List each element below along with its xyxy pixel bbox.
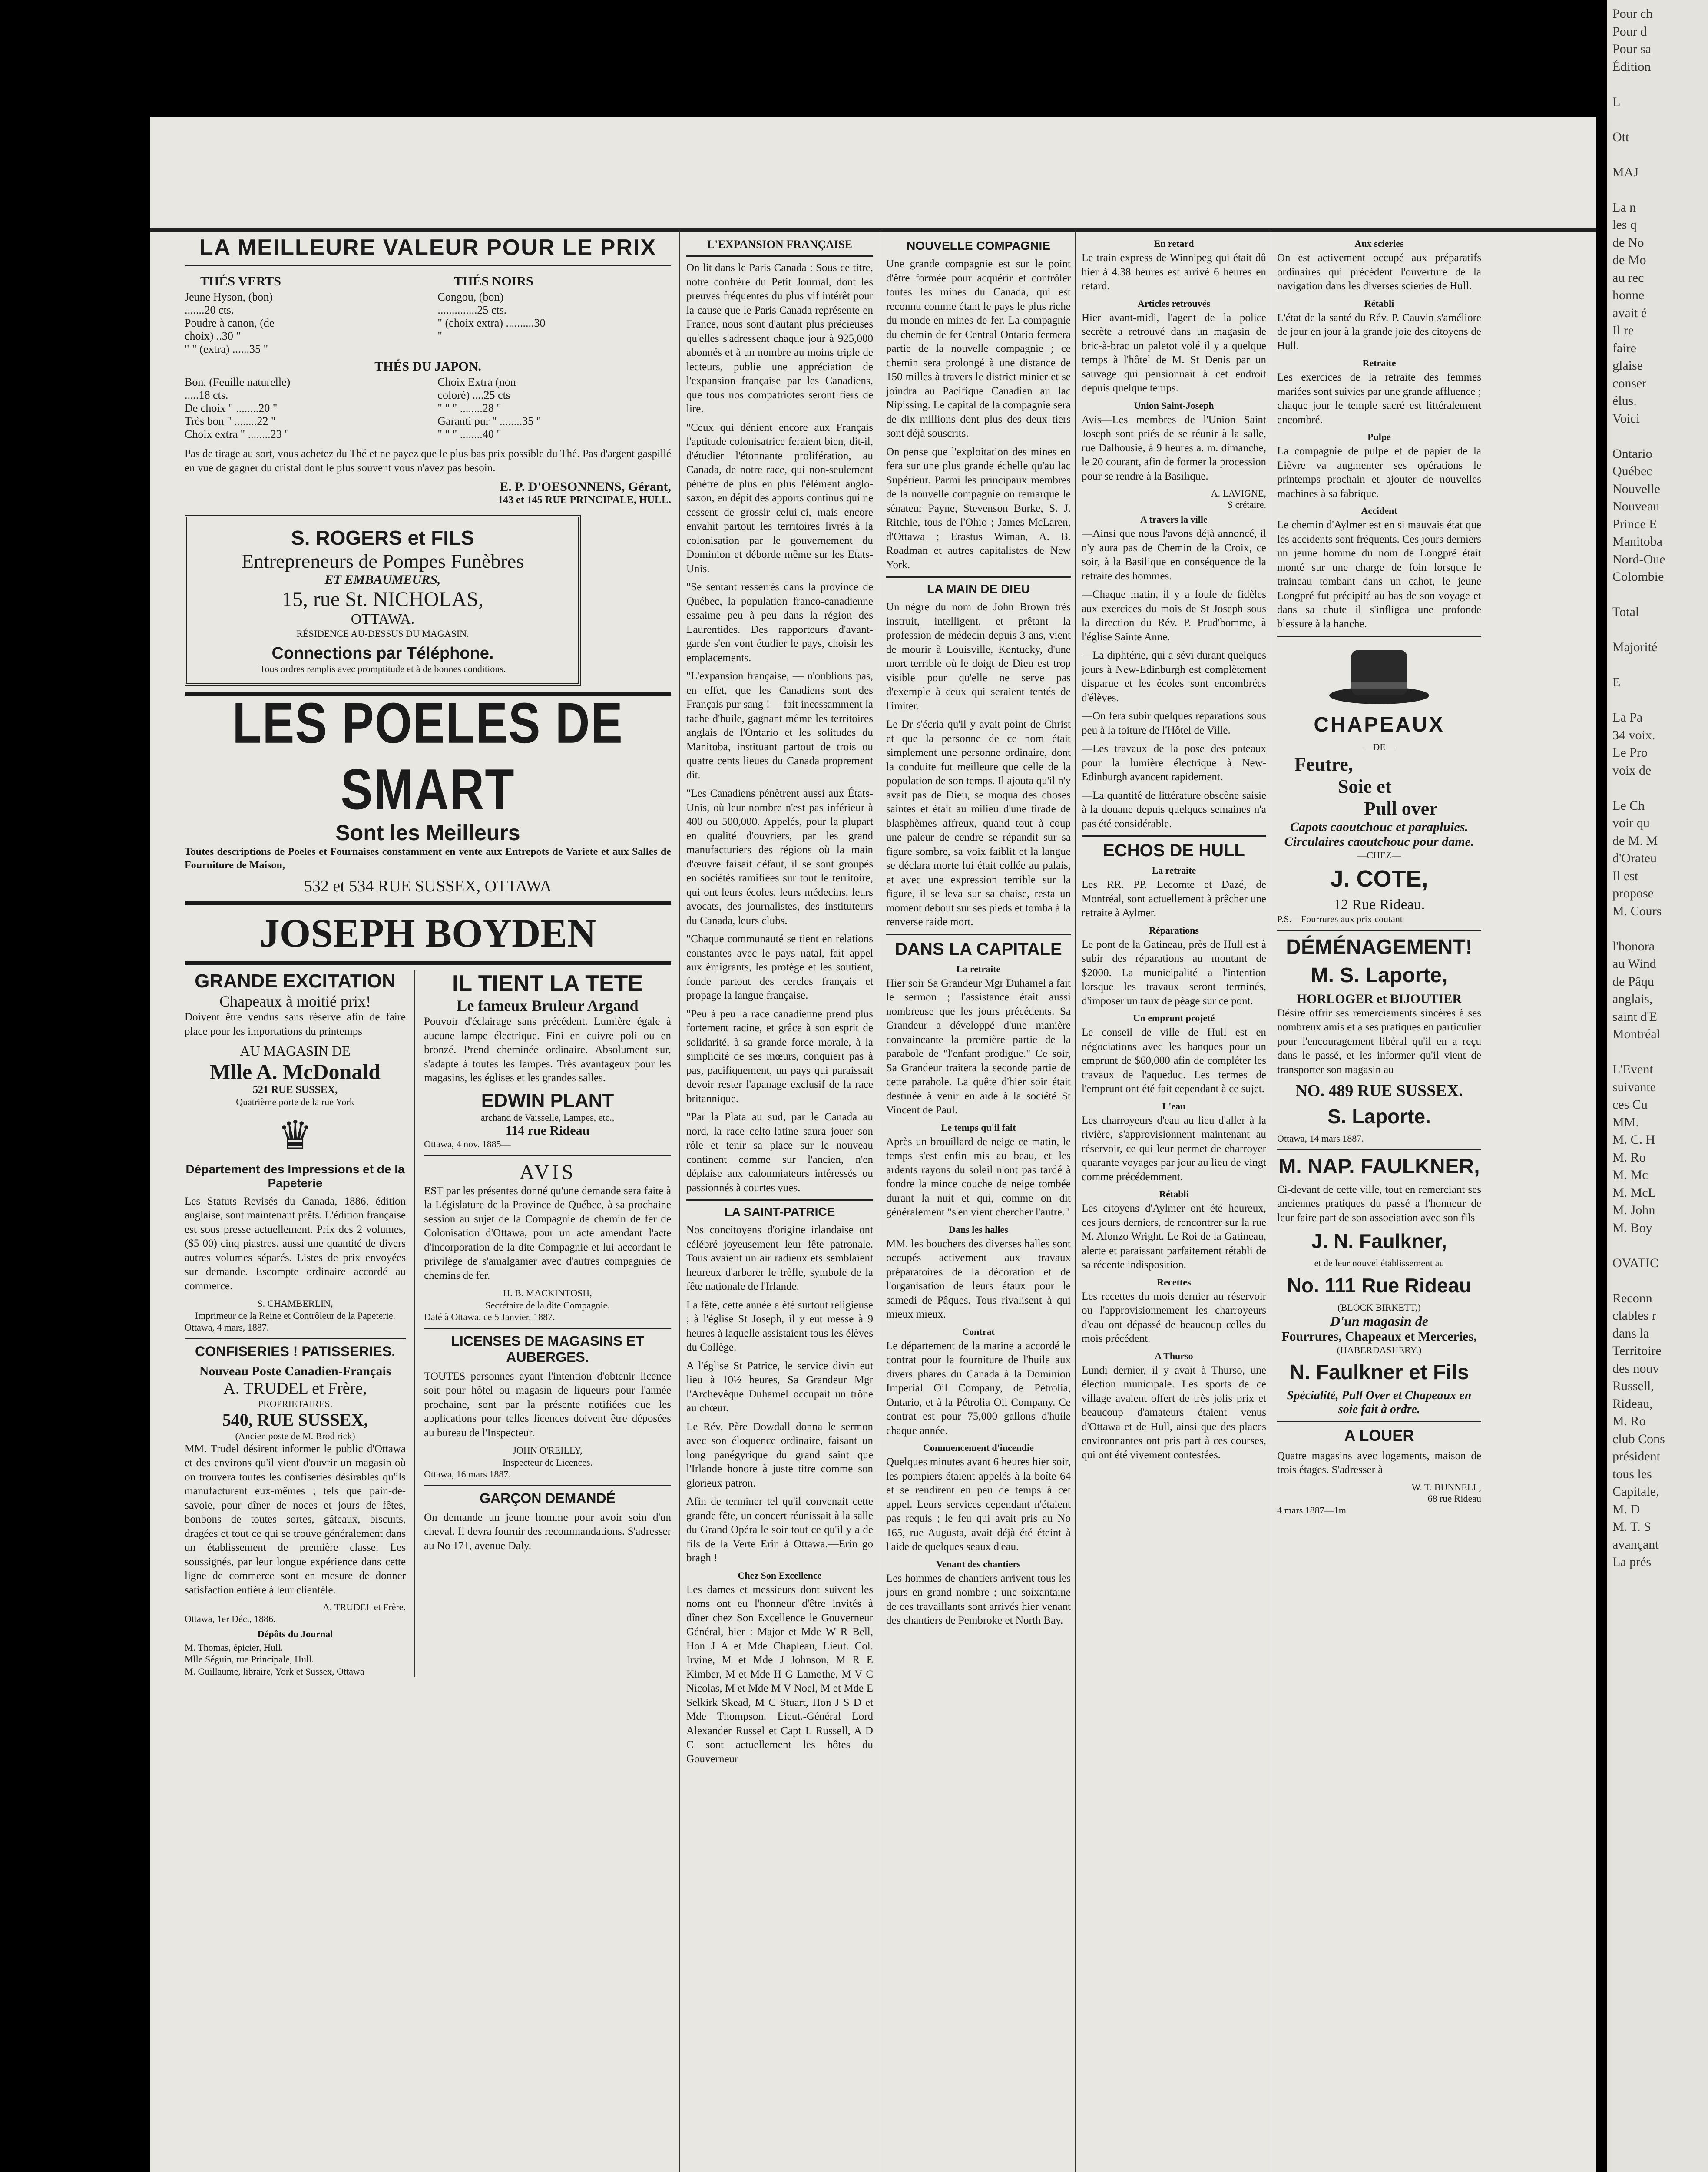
article-paragraph: On est activement occupé aux préparatifs ordinaires qui précèdent l'ouverture de la navigation dans les diverses scieries de Hull. xyxy=(1277,252,1481,292)
thurso-title: A Thurso xyxy=(1155,1350,1193,1361)
article-paragraph: —La quantité de littérature obscène saisie à la douane depuis quelques semaines n'a pas été considérable. xyxy=(1082,789,1266,830)
louer-title: A LOUER xyxy=(1344,1426,1414,1444)
faulkner-specialite: Spécialité, Pull Over et Chapeaux en soie fait à ordre. xyxy=(1287,1388,1472,1416)
eau-title: L'eau xyxy=(1162,1100,1186,1112)
retabli-title: Rétabli xyxy=(1364,298,1394,309)
column-right xyxy=(1277,235,1481,2172)
licenses-signature-title: Inspecteur de Licences. xyxy=(503,1457,593,1468)
capots: Capots caoutchouc et parapluies. xyxy=(1290,819,1469,834)
article-paragraph: Afin de terminer tel qu'il convenait cette grande fête, un concert réunissait à la salle du Grand Opéra le soir tout ce qu'il y a de fils de la Verte Erin à Ottawa.—Erin go bragh ! xyxy=(686,1496,873,1564)
dept-signature: S. CHAMBERLIN, xyxy=(257,1298,333,1309)
licenses-text: TOUTES personnes ayant l'intention d'obtenir licence soit pour hôtel ou magasin de liqueurs pour l'année prochaine, sont par la présente notifiées que les applications pour telles licences doivent être déposées au bureau de l'Inspecteur. xyxy=(424,1370,671,1439)
scan-background xyxy=(0,0,148,2172)
rogers-sub2: ET EMBAUMEURS, xyxy=(324,573,441,587)
rule xyxy=(1082,835,1266,837)
retraite-title: Retraite xyxy=(1362,358,1396,368)
louer-text: Quatre magasins avec logements, maison de trois étages. S'adresser à xyxy=(1277,1450,1481,1476)
japan-tea-line: " " " ........28 " xyxy=(437,402,501,414)
conf-previous: (Ancien poste de M. Brod rick) xyxy=(235,1430,355,1442)
capitale-title: DANS LA CAPITALE xyxy=(895,939,1062,959)
garcon-title: GARÇON DEMANDÉ xyxy=(480,1490,616,1506)
dept-title: Département des Impressions et de la Papeterie xyxy=(185,1162,405,1190)
chapeaux-line: Feutre, xyxy=(1294,753,1353,775)
halles-title: Dans les halles xyxy=(949,1224,1008,1235)
faulkner-address: No. 111 Rue Rideau xyxy=(1287,1274,1472,1297)
rule xyxy=(1277,930,1481,931)
conf-subtitle: Nouveau Poste Canadien-Français xyxy=(199,1364,391,1378)
faulkner-haberdashery: (HABERDASHERY.) xyxy=(1337,1344,1422,1355)
japan-tea-line: De choix " ........20 " xyxy=(185,402,278,414)
tea-address: 143 et 145 RUE PRINCIPALE, HULL. xyxy=(498,494,671,506)
avis-date: Daté à Ottawa, ce 5 Janvier, 1887. xyxy=(424,1311,555,1323)
depot-item: Mlle Séguin, rue Principale, Hull. xyxy=(185,1654,314,1665)
rule xyxy=(424,1485,671,1486)
article-paragraph: —Ainsi que nous l'avons déjà annoncé, il n'y aura pas de Chemin de la Croix, ce soir, à la Basilique en conséquence de la retraite des hommes. xyxy=(1082,528,1266,582)
mcdonald-note: Quatrième porte de la rue York xyxy=(236,1096,354,1108)
conf-text: MM. Trudel désirent informer le public d'Ottawa et des environs qu'il vient d'ouvrir un magasin où on trouvera toutes les confiseries désirables qu'ils manufacturent eux-mêmes ; tels que pain-de-savoie, pour dîner de noces et jours de fêtes, bonbons de toutes sortes, gâteaux, biscuits, dragées et tout ce qui se trouve généralement dans un établissement de première classe. Les soussignés, par leur longue expérience dans cette ligne de commerce sont en mesure de donner satisfaction entière à leur clientèle. xyxy=(185,1443,406,1596)
article-paragraph: Les citoyens d'Aylmer ont été heureux, ces jours derniers, de rencontrer sur la rue M. Alonzo Wright. Le Roi de la Gatineau, alerte et paraissant parfaitement rétabli de sa récente indisposition. xyxy=(1082,1202,1266,1271)
louer-date: 4 mars 1887—1m xyxy=(1277,1504,1346,1516)
incendie-title: Commencement d'incendie xyxy=(923,1442,1034,1453)
royal-arms-icon: ♛ xyxy=(278,1114,313,1157)
laporte-name: M. S. Laporte, xyxy=(1311,963,1448,987)
depot-item: M. Thomas, épicier, Hull. xyxy=(185,1642,283,1653)
ville-title: A travers la ville xyxy=(1140,514,1208,525)
mcdonald-address: 521 RUE SUSSEX, xyxy=(252,1084,338,1096)
article-paragraph: —On fera subir quelques réparations sous peu à la toiture de l'Hôtel de Ville. xyxy=(1082,710,1266,736)
article-paragraph: "Chaque communauté se tient en relations constantes avec le pays natal, fait appel aux émigrants, les protège et les soutient, fonde partout des cercles français et propage la langue française. xyxy=(686,933,873,1001)
article-paragraph: Le Rév. Père Dowdall donna le sermon avec son éloquence ordinaire, faisant un long panégyrique du grand saint que l'Irlande honore à juste titre comme son glorieux patron. xyxy=(686,1420,873,1489)
chapeaux-title: CHAPEAUX xyxy=(1314,713,1445,736)
rule xyxy=(1277,1149,1481,1150)
rogers-connections: Connections par Téléphone. xyxy=(271,644,494,662)
lower-ads-right xyxy=(424,970,671,1677)
depots-title: Dépôts du Journal xyxy=(257,1628,333,1639)
rule xyxy=(686,255,873,257)
article-paragraph: On lit dans le Paris Canada : Sous ce titre, notre confrère du Petit Journal, dont les preuves fréquentes du plus vif intérêt pour la cause que le Paris Canada représente en France, nous sont d'autant plus précieuses qu'elles s'adressent chaque jour à 925,000 abonnés et à un nombre au moins triple de lecteurs, publie une appréciation de l'expansion française par les Canadiens, que tous nos compatriotes seront fiers de lire. xyxy=(686,262,873,415)
rogers-city: OTTAWA. xyxy=(351,611,415,627)
japan-tea-line: Très bon " ........22 " xyxy=(185,415,276,427)
faulkner-fils: N. Faulkner et Fils xyxy=(1289,1361,1469,1384)
green-tea-title: THÉS VERTS xyxy=(200,274,281,288)
chapeaux-line: Soie et xyxy=(1338,775,1392,797)
top-rule xyxy=(150,228,1596,232)
licenses-title: LICENSES DE MAGASINS ET AUBERGES. xyxy=(451,1333,644,1365)
tete-signature-title: archand de Vaisselle, Lampes, etc., xyxy=(480,1112,615,1123)
conf-name: A. TRUDEL et Frère, xyxy=(223,1379,367,1397)
article-paragraph: Les exercices de la retraite des femmes mariées sont suivies par une grande affluence ; chaque jour le temple sacré est littéralement encombré. xyxy=(1277,371,1481,426)
retard-title: En retard xyxy=(1154,238,1194,249)
rule xyxy=(686,1199,873,1201)
black-tea-title: THÉS NOIRS xyxy=(454,274,533,288)
boyden-title: JOSEPH BOYDEN xyxy=(259,911,596,956)
article-paragraph: "L'expansion française, — n'oublions pas, en effet, que les Canadiens sont des Français pur sang !— fait incessamment la tache d'huile, gagnant même les territoires anglais de l'Ontario et les solitudes du Manitoba, instituant partout de trois ou quatre cents lieues du Canada proprement dit. xyxy=(686,670,873,781)
adjacent-page xyxy=(1607,0,1708,2172)
rogers-residence: RÉSIDENCE AU-DESSUS DU MAGASIN. xyxy=(296,628,469,639)
avis-title: AVIS xyxy=(519,1160,576,1184)
tea-price-list xyxy=(185,271,671,356)
article-paragraph: "Peu à peu la race canadienne prend plus fortement racine, et grâce à son esprit de solidarité, à sa grande force morale, à la simplicité de ses mœurs, conquiert pas à pas, pacifiquement, un pays qui paraissait devoir rester l'apanage exclusif de la race britannique. xyxy=(686,1008,873,1105)
article-paragraph: A l'église St Patrice, le service divin eut lieu à 10½ heures, Sa Grandeur Mgr l'Archevêque Duhamel occupait un trône au chœur. xyxy=(686,1360,873,1414)
dept-signature-title: Imprimeur de la Reine et Contrôleur de la Papeterie. xyxy=(195,1310,396,1321)
conf-address: 540, RUE SUSSEX, xyxy=(222,1410,368,1430)
japan-tea-line: Garanti pur " ........35 " xyxy=(437,415,541,427)
reparations-title: Réparations xyxy=(1149,924,1199,936)
contrat-title: Contrat xyxy=(962,1326,995,1337)
faulkner-magasin: D'un magasin de xyxy=(1330,1313,1428,1329)
rogers-address: 15, rue St. NICHOLAS, xyxy=(282,588,483,611)
article-paragraph: Le Dr s'écria qu'il y avait point de Christ et que la personne de ce nom était simplement une personne ordinaire, dont la conduite fut meilleure que celle de la population de son temps. Il ajouta qu'il n'y avait pas de Dieu, se moqua des choses saintes et était au milieu d'une tirade de blasphèmes affreux, quand tout à coup une paleur de cendre se répandit sur sa figure sombre, sa voix faiblit et la langue se déclara morte lui était collée au palais, et avec une expression terrible sur la figure, il se leva sur sa chaise, resta un moment debout sur ses pieds et tomba à la renverse raide mort. xyxy=(886,718,1071,928)
green-tea-line: Poudre à canon, (de choix) ..30 " xyxy=(185,317,275,342)
retabli-title: Rétabli xyxy=(1159,1189,1189,1199)
tete-signature: EDWIN PLANT xyxy=(481,1089,614,1111)
temps-title: Le temps qu'il fait xyxy=(941,1122,1016,1133)
faulkner-text: Ci-devant de cette ville, tout en remerciant ses anciennes pratiques du passé a l'honneur de leur faire part de son association avec son fils xyxy=(1277,1183,1481,1224)
column-expansion xyxy=(686,235,873,2172)
main-de-dieu-title: LA MAIN DE DIEU xyxy=(927,582,1030,596)
louer-address: 68 rue Rideau xyxy=(1427,1493,1481,1504)
licenses-signature: JOHN O'REILLY, xyxy=(513,1445,583,1456)
laporte-date: Ottawa, 14 mars 1887. xyxy=(1277,1133,1364,1144)
top-hat-icon xyxy=(1277,641,1481,709)
article-paragraph: Les charroyeurs d'eau au lieu d'aller à la rivière, s'approvisionnent maintenant au réservoir, ce qui leur permet de charroyer quarante voyages par jour au lieu de vingt comme précédemment. xyxy=(1082,1114,1266,1183)
depot-item: M. Guillaume, libraire, York et Sussex, Ottawa xyxy=(185,1665,364,1677)
scieries-title: Aux scieries xyxy=(1354,238,1404,249)
article-paragraph: "Par la Plata au sud, par le Canada au nord, la race celto-latine saura jouer son rôle et tenir sa place sur le nouveau continent comme sur l'ancien, n'en déplaise aux calomniateurs intéressés ou passionnés à courtes vues. xyxy=(686,1111,873,1194)
rule xyxy=(424,1155,671,1156)
garcon-text: On demande un jeune homme pour avoir soin d'un cheval. Il devra fournir des recommandations. S'adresser au No 171, avenue Daly. xyxy=(424,1511,671,1552)
article-paragraph: Les hommes de chantiers arrivent tous les jours en grand nombre ; une soixantaine de ces travaillants sont arrivés hier venant des chantiers de Pembroke et North Bay. xyxy=(886,1572,1071,1626)
tete-title: IL TIENT LA TETE xyxy=(452,971,643,997)
laporte-text: Désire offrir ses remerciements sincères à ses nombreux amis et à ses pratiques en particulier pour l'encouragement libéral qu'il en a reçu dans le passé, et les informer qu'il vient de transporter son magasin au xyxy=(1277,1007,1481,1076)
article-paragraph: Lundi dernier, il y avait à Thurso, une élection municipale. Les sports de ce village avaient offert de très jolis prix et beaucoup d'amateurs étaient venus d'Ottawa et de Hull, ainsi que des places environnantes ont pris part à ces courses, qui ont été vivement contestées. xyxy=(1082,1364,1266,1461)
au-magasin: AU MAGASIN DE xyxy=(240,1043,351,1059)
dept-date: Ottawa, 4 mars, 1887. xyxy=(185,1322,269,1333)
rule xyxy=(886,576,1071,578)
hull-retraite-title: La retraite xyxy=(1152,865,1196,876)
conf-prop: PROPRIETAIRES. xyxy=(258,1398,333,1409)
smart-description: Toutes descriptions de Poeles et Fournaises constamment en vente aux Entrepots de Variete et aux Salles de Fourniture de Maison, xyxy=(185,846,671,871)
article-paragraph: L'état de la santé du Rév. P. Cauvin s'améliore de jour en jour à la grande joie des citoyens de Hull. xyxy=(1277,311,1481,352)
black-tea-line: Congou, (bon) ..............25 cts. xyxy=(437,291,507,316)
article-paragraph: Quelques minutes avant 6 heures hier soir, les pompiers étaient appelés à la boîte 64 et se rendirent en peu de temps à cet appel. Leurs services cependant n'étaient pas requis ; le feu qui avait pris au No 165, rue Augusta, avait déjà été éteint à l'aide de quelques seaux d'eau. xyxy=(886,1456,1071,1553)
dept-text: Les Statuts Revisés du Canada, 1886, édition anglaise, sont maintenant prêts. L'édition française est sous presse actuellement. Prix des 2 volumes, ($5 00) cinq piastres. aussi une quantité de divers autres volumes séparés. Listes de prix envoyées sur demande. Escompte ordinaire accordé au commerce. xyxy=(185,1195,406,1292)
circulaires: Circulaires caoutchouc pour dame. xyxy=(1284,834,1474,849)
conf-date: Ottawa, 1er Déc., 1886. xyxy=(185,1613,276,1625)
cote-ps: P.S.—Fourrures aux prix coutant xyxy=(1277,914,1403,924)
rogers-ad xyxy=(185,515,581,686)
avis-text: EST par les présentes donné qu'une demande sera faite à la Législature de la Province de Québec, à sa prochaine session au sujet de la Compagnie de chemin de fer de Colonisation d'Ottawa, pour un acte amendant l'acte d'incorporation de la dite Compagnie et lui accordant le privilège de s'amalgamer avec d'autres compagnies de chemins de fer. xyxy=(424,1185,671,1281)
tea-note: Pas de tirage au sort, vous achetez du Thé et ne payez que le plus bas prix possible du Thé. Pas d'argent gaspillé en vue de gagner du cristal dont le plus souvent vous n'avez pas besoin. xyxy=(185,448,671,474)
rule xyxy=(886,934,1071,935)
recettes-title: Recettes xyxy=(1157,1276,1191,1288)
article-paragraph: Le train express de Winnipeg qui était dû hier à 4.38 heures est arrivé 6 heures en retard. xyxy=(1082,252,1266,292)
rule xyxy=(1277,1421,1481,1422)
japan-tea-list xyxy=(185,376,671,441)
green-tea-line: Jeune Hyson, (bon) .......20 cts. xyxy=(185,291,273,316)
recouvres-title: Articles retrouvés xyxy=(1137,298,1211,309)
expansion-title: L'EXPANSION FRANÇAISE xyxy=(707,238,852,251)
article-paragraph: La compagnie de pulpe et de papier de la Lièvre va augmenter ses opérations le printemps prochain et ajouter de nouvelles machines à sa fabrique. xyxy=(1277,445,1481,500)
japan-tea-line: Choix Extra (non coloré) ....25 cts xyxy=(437,376,516,401)
article-paragraph: Le chemin d'Aylmer est en si mauvais état que les accidents sont fréquents. Ces jours derniers un jeune homme du nom de Longpré était monté sur une charge de foin lorsque le traineau tombant dans un cahot, le jeune Longpré fut précipité au bas de son voyage et dans sa chute il s'infligea une profonde blessure à la hanche. xyxy=(1277,519,1481,630)
japan-tea-line: Bon, (Feuille naturelle) .....18 cts. xyxy=(185,376,291,401)
tea-headline: LA MEILLEURE VALEUR POUR LE PRIX xyxy=(199,235,657,260)
tete-address: 114 rue Rideau xyxy=(505,1123,590,1138)
article-paragraph: Les dames et messieurs dont suivent les noms ont eu l'honneur d'être invités à dîner chez Son Excellence le Gouverneur Général, hier : Major et Mde W R Bell, Hon J A et Mde Chapleau, Lieut. Col. Irvine, M et Mde J Johnson, M R E Kimber, M et Mde H G Lamothe, M V C Nicolas, M et Mde M V Noel, M et Mde E Selkirk Skead, M C Stuart, Hon J S D et Mde Thompson. Lieut.-Général Lord Alexander Russel et Capt L Russell, A D C sont actuellement les hôtes du Gouverneur xyxy=(686,1583,873,1765)
article-paragraph: Un nègre du nom de John Brown très instruit, intelligent, et prêtant la profession de médecin depuis 3 ans, vient de mourir à Louisville, Kentucky, d'une mort terrible où le doigt de Dieu est trop visible pour qu'elle ne serve pas d'exemple à ceux qui seraient tentés de l'imiter. xyxy=(886,601,1071,712)
lower-ads xyxy=(185,970,671,1677)
article-paragraph: On pense que l'exploitation des mines en fera sur une plus grande échelle qu'au lac Supérieur. Parmi les principaux membres de la nouvelle compagnie on remarque le sénateur Payne, Stevenson Burke, S. J. Ritchie, tous de l'Ohio ; James McLaren, d'Ottawa ; Erastus Wiman, A. B. Roadman et autres capitalistes de New York. xyxy=(886,446,1071,571)
chapeaux-de: —DE— xyxy=(1363,742,1395,752)
avis-signature-title: Secrétaire de la dite Compagnie. xyxy=(485,1299,610,1311)
column-divider xyxy=(679,230,680,2172)
rule xyxy=(185,961,671,965)
chapeaux-line: Pull over xyxy=(1364,798,1438,819)
article-paragraph: Nos concitoyens d'origine irlandaise ont célébré joyeusement leur fête patronale. Tous avaient un air radieux ets semblaient heureux d'arborer le trèfle, symbole de la fête nationale de l'Irlande. xyxy=(686,1224,873,1292)
rogers-sub1: Entrepreneurs de Pompes Funèbres xyxy=(241,550,524,572)
louer-signature: W. T. BUNNELL, xyxy=(1411,1481,1481,1493)
article-paragraph: La fête, cette année a été surtout religieuse ; à l'église St Joseph, il y eut messe à 9 heures à laquelle assistaient tous les élèves du Collège. xyxy=(686,1299,873,1353)
article-paragraph: Après un brouillard de neige ce matin, le temps s'est enfin mis au beau, et les ardents rayons du soleil n'ont pas tardé à fondre la mince couche de neige tombée durant la nuit et qui, comme on dit généralement "s'en vient chercher l'autre." xyxy=(886,1136,1071,1218)
black-tea-line: " (choix extra) ..........30 " xyxy=(437,317,546,342)
laporte-signature: S. Laporte. xyxy=(1327,1105,1431,1128)
column-divider xyxy=(414,970,415,1677)
excellence-title: Chez Son Excellence xyxy=(738,1569,822,1581)
article-paragraph: Hier soir Sa Grandeur Mgr Duhamel a fait le sermon ; l'assistance était aussi nombreuse que les jours précédents. Sa Grandeur a développé d'une manière convaincante la première partie de la parabole de "l'enfant prodigue." Ce soir, Sa Grandeur traitera la seconde partie de cette parabole. La quête d'hier soir était destinée à venir en aide à la société St Vincent de Paul. xyxy=(886,977,1071,1116)
pulpe-title: Pulpe xyxy=(1367,431,1391,442)
faulkner-open: et de leur nouvel établissement au xyxy=(1314,1258,1444,1268)
japan-tea-line: " " " ........40 " xyxy=(437,428,501,440)
article-paragraph: —La diphtérie, qui a sévi durant quelques jours à New-Edinburgh est complètement disparue et les écoles sont encombrées d'élèves. xyxy=(1082,649,1266,704)
article-paragraph: "Ceux qui dénient encore aux Français l'aptitude colonisatrice feraient bien, dit-il, d'étudier l'étonnante prolifération, au Canada, de notre race, qui non-seulement pénètre de plus en plus l'élément anglo-saxon, en dépit des apports continus qui ne cessent de grossir celui-ci, mais encore envahit partout les territoires livrés à la colonisation par le gouvernement du Dominion et déborde même sur les Etats-Unis. xyxy=(686,421,873,575)
smart-subtitle: Sont les Meilleurs xyxy=(335,821,520,845)
retraite-title: La retraite xyxy=(956,963,1001,974)
hull-title: ECHOS DE HULL xyxy=(1103,841,1245,860)
rule xyxy=(1277,636,1481,637)
article-paragraph: —Les travaux de la pose des poteaux pour la lumière électrique à New-Edinburgh avancent rapidement. xyxy=(1082,743,1266,783)
japan-tea-title: THÉS DU JAPON. xyxy=(374,359,481,374)
chantiers-title: Venant des chantiers xyxy=(936,1558,1021,1569)
conf-title: CONFISERIES ! PATISSERIES. xyxy=(195,1343,396,1359)
newspaper-page xyxy=(150,117,1596,2172)
chapeaux-half-price: Chapeaux à moitié prix! xyxy=(219,993,371,1010)
column-news xyxy=(886,235,1071,2172)
article-paragraph: Avis—Les membres de l'Union Saint Joseph sont priés de se réunir à la salle, rue Dalhousie, à 9 heures a. m. dimanche, le 20 courant, afin de former la procession pour se rendre à la Basilique. xyxy=(1082,414,1266,482)
lower-ads-left xyxy=(185,970,406,1677)
excitation-title: GRANDE EXCITATION xyxy=(195,970,396,992)
chapeaux-desc: Doivent être vendus sans réserve afin de faire place pour les importations du printemps xyxy=(185,1011,406,1037)
green-tea-line: " " (extra) ......35 " xyxy=(185,343,268,355)
article-paragraph: Le conseil de ville de Hull est en négociations avec les banques pour un emprunt de $60,000 afin de compléter les travaux de l'aqueduc. Les termes de l'emprunt ont été fait cependant à ce sujet. xyxy=(1082,1026,1266,1095)
faulkner-name: J. N. Faulkner, xyxy=(1311,1230,1447,1252)
tete-text: Pouvoir d'éclairage sans précédent. Lumière égale à aucune lampe électrique. Fini en cuivre poli ou en bronzé. Prend cheminée ordinaire. Absolument sur, s'adapte à toutes les lampes. Très avantageux pour les magasins, les églises et les grandes salles. xyxy=(424,1016,671,1084)
article-paragraph: Le pont de la Gatineau, près de Hull est à subir des réparations au montant de $2000. La municipalité a l'intention lorsque les travaux seront terminés, d'imposer un taux de péage sur ce pont. xyxy=(1082,938,1266,1007)
rule xyxy=(424,1328,671,1329)
laporte-trade: HORLOGER et BIJOUTIER xyxy=(1296,991,1462,1006)
union-signature: A. LAVIGNE, xyxy=(1211,488,1266,499)
faulkner-block: (BLOCK BIRKETT,) xyxy=(1337,1301,1421,1313)
faulkner-title: M. NAP. FAULKNER, xyxy=(1278,1155,1480,1178)
emprunt-title: Un emprunt projeté xyxy=(1133,1013,1215,1023)
article-paragraph: "Les Canadiens pénètrent aussi aux États-Unis, où leur nombre n'est pas inférieur à 400 ou 500,000. Appelés, pour la plupart en qualité d'ouvriers, par les grand manufacturiers des régions où la main d'œuvre faisait défaut, il se sont groupés en sociétés ramifiées sur tout le territoire, qui ont leurs écoles, leurs médecins, leurs avocats, des journalistes, des instituteurs du Canada, leurs clubs. xyxy=(686,788,873,927)
nouvelle-compagnie-title: NOUVELLE COMPAGNIE xyxy=(907,239,1050,252)
column-ads-left xyxy=(185,235,671,2172)
article-paragraph: —Chaque matin, il y a foule de fidèles aux exercices du mois de St Joseph sous la direction du Rév. P. Prud'homme, à l'église Sainte Anne. xyxy=(1082,589,1266,643)
article-paragraph: Les recettes du mois dernier au réservoir ou l'approvisionnement les charroyeurs d'eau ont dépassé de beaucoup celles du mois précédent. xyxy=(1082,1290,1266,1344)
tete-date: Ottawa, 4 nov. 1885— xyxy=(424,1139,511,1150)
column-divider xyxy=(1075,230,1076,2172)
smart-title: LES POELES DE SMART xyxy=(232,691,624,821)
rule xyxy=(185,265,671,266)
avis-signature: H. B. MACKINTOSH, xyxy=(503,1288,592,1299)
cote-address: 12 Rue Rideau. xyxy=(1333,897,1425,913)
article-paragraph: Les RR. PP. Lecomte et Dazé, de Montréal, sont actuellement à prêcher une retraite à Aylmer. xyxy=(1082,879,1266,919)
cote-name: J. COTE, xyxy=(1330,866,1428,892)
rule xyxy=(185,901,671,905)
article-paragraph: MM. les bouchers des diverses halles sont occupés activement aux travaux préparatoires de la décoration et de l'organisation de leurs étaux pour le samedi de Pâques. Tous rivalisent à qui mieux mieux. xyxy=(886,1238,1071,1320)
conf-signature: A. TRUDEL et Frère. xyxy=(322,1602,406,1613)
adjacent-page-text: Pour ch Pour d Pour sa Édition L Ott MAJ La n les q de No de Mo au rec honne avait é Il re faire glaise conser élus. Voici Ontario Québec Nouvelle Nouveau Prince E Manitoba Nord-Oue Colombie Total Majorité E La Pa 34 voix. Le Pro voix de Le Ch voir qu de M. M d'Orateu Il est propose M. Cours l'honora au Wind de Pâqu anglais, saint d'E Montréal L'Event suivante ces Cu MM. M. C. H M. Ro M. Mc M. McL M. John M. Boy OVATIC Reconn clables r dans la Territoire des nouv Russell, Rideau, M. Ro club Cons président tous les Capitale, M. D M. T. S avançant La prés xyxy=(1612,7,1665,1569)
smart-address: 532 et 534 RUE SUSSEX, OTTAWA xyxy=(304,877,552,896)
article-paragraph: "Se sentant resserrés dans la province de Québec, la population franco-canadienne essaime peu à peu dans la région des Laurentides. Des rapporteurs d'avant-garde s'en vont étudier le pays, choisir les emplacements. xyxy=(686,581,873,664)
faulkner-items: Fourrures, Chapeaux et Merceries, xyxy=(1281,1329,1477,1344)
japan-tea-line: Choix extra " ........23 " xyxy=(185,428,289,440)
licenses-date: Ottawa, 16 mars 1887. xyxy=(424,1469,511,1480)
union-signature-title: S crétaire. xyxy=(1227,499,1266,510)
article-paragraph: Hier avant-midi, l'agent de la police secrète a retrouvé dans un magasin de bric-à-brac un paletot volé il y a quelque temps à l'hôtel de M. St Denis par un sauvage qui pensionnait à cet endroit depuis quelque temps. xyxy=(1082,311,1266,394)
article-paragraph: Le département de la marine a accordé le contrat pour la fourniture de l'huile aux divers phares du Canada à la Dominion Imperial Oil Company, de Pétrolia, Ontario, et à la Pétrolia Oil Company. Ce contrat est pour 75,000 gallons d'huile chaque année. xyxy=(886,1340,1071,1437)
laporte-address: NO. 489 RUE SUSSEX. xyxy=(1295,1082,1463,1100)
mcdonald-name: Mlle A. McDonald xyxy=(210,1060,381,1084)
article-paragraph: Une grande compagnie est sur le point d'être formée pour acquérir et contrôler toutes les mines du Canada, qui est reconnu comme étant le pays le plus riche du monde en mines de fer. La compagnie du chemin de fer Central Ontario fermera partie de la nouvelle compagnie ; ce chemin sera prolongé à une distance de 150 milles à travers le district minier et se joindra au Pacifique Canadien au lac Nipissing. Le capital de la compagnie sera de dix millions dont plus des deux tiers sont déjà souscrits. xyxy=(886,258,1071,439)
column-local xyxy=(1082,235,1266,2172)
union-title: Union Saint-Joseph xyxy=(1134,400,1214,411)
demenagement-title: DÉMÉNAGEMENT! xyxy=(1286,935,1473,959)
tete-subtitle: Le fameux Bruleur Argand xyxy=(457,997,639,1015)
chez: —CHEZ— xyxy=(1357,849,1401,861)
rogers-title: S. ROGERS et FILS xyxy=(291,526,474,549)
rule xyxy=(185,1338,406,1339)
tea-signature: E. P. D'OESONNENS, Gérant, xyxy=(500,480,671,494)
accident-title: Accident xyxy=(1361,505,1397,516)
rogers-orders: Tous ordres remplis avec promptitude et à de bonnes conditions. xyxy=(259,663,506,674)
stpatrice-title: LA SAINT-PATRICE xyxy=(724,1205,835,1218)
